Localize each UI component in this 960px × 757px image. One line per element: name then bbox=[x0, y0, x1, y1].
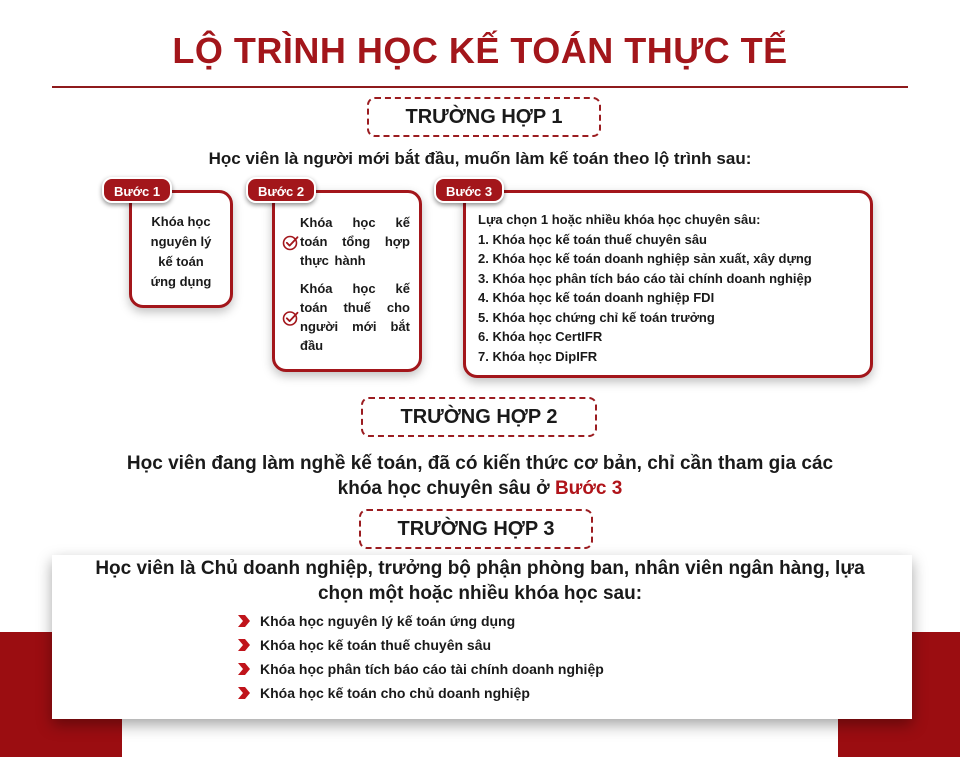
case-3-course-item bbox=[236, 658, 604, 680]
case-1-lead: Học viên là người mới bắt đầu, muốn làm kế toán theo lộ trình sau: bbox=[208, 149, 752, 168]
case-1-label: TRƯỜNG HỢP 1 bbox=[367, 97, 601, 137]
case-3-course-text: Khóa học phân tích báo cáo tài chính doanh nghiệp bbox=[260, 661, 604, 677]
step-1-line: Khóa học bbox=[151, 214, 211, 229]
case-2-lead bbox=[60, 451, 900, 501]
step-3-course: 2. Khóa học kế toán doanh nghiệp sản xuất, xây dựng bbox=[478, 251, 812, 266]
step-3-content bbox=[478, 210, 868, 366]
case-3-course-text: Khóa học kế toán thuế chuyên sâu bbox=[260, 637, 492, 653]
chevron-right-icon bbox=[236, 638, 252, 652]
step-3-intro: Lựa chọn 1 hoặc nhiều khóa học chuyên sâu: bbox=[478, 212, 761, 227]
chevron-right-icon bbox=[236, 686, 252, 700]
case-3-lead-line-2: chọn một hoặc nhiều khóa học sau: bbox=[317, 583, 643, 604]
step-2-item bbox=[282, 213, 410, 270]
step-3-course: 1. Khóa học kế toán thuế chuyên sâu bbox=[478, 231, 707, 247]
case-3-lead bbox=[60, 556, 900, 606]
case-2-lead-prefix: khóa học chuyên sâu ở bbox=[337, 478, 555, 499]
step-1-content bbox=[135, 212, 227, 292]
chevron-right-icon bbox=[236, 662, 252, 676]
case-2-step-3-highlight: Bước 3 bbox=[554, 478, 623, 499]
case-2-lead-line-1: Học viên đang làm nghề kế toán, đã có kiến thức cơ bản, chỉ cần tham gia các bbox=[126, 453, 834, 474]
step-1-line: nguyên lý bbox=[150, 234, 212, 249]
page-title: LỘ TRÌNH HỌC KẾ TOÁN THỰC TẾ bbox=[172, 30, 788, 71]
case-3-course-item bbox=[236, 634, 491, 656]
title-divider bbox=[52, 86, 908, 88]
case-3-label: TRƯỜNG HỢP 3 bbox=[359, 509, 593, 549]
step-1-line: ứng dụng bbox=[150, 274, 212, 289]
case-3-course-item bbox=[236, 682, 530, 704]
step-3-badge: Bước 3 bbox=[434, 177, 504, 203]
case-3-course-text: Khóa học kế toán cho chủ doanh nghiệp bbox=[260, 685, 530, 701]
case-2-lead-line-2 bbox=[60, 476, 900, 501]
case-3-lead-line-1: Học viên là Chủ doanh nghiệp, trưởng bộ phận phòng ban, nhân viên ngân hàng, lựa bbox=[95, 558, 865, 579]
step-3-course: 4. Khóa học kế toán doanh nghiệp FDI bbox=[478, 290, 715, 305]
step-3-course: 5. Khóa học chứng chỉ kế toán trưởng bbox=[478, 309, 715, 325]
step-1-badge: Bước 1 bbox=[102, 177, 172, 203]
case-3-course-item bbox=[236, 610, 515, 632]
circle-check-icon bbox=[282, 216, 300, 270]
case-2-label: TRƯỜNG HỢP 2 bbox=[361, 397, 597, 437]
step-1-line: kế toán bbox=[158, 254, 204, 269]
step-3-course: 6. Khóa học CertIFR bbox=[478, 329, 603, 344]
step-2-item-text: Khóa học kế toán tổng hợp thực hành bbox=[300, 215, 410, 268]
circle-check-icon bbox=[282, 282, 300, 355]
chevron-right-icon bbox=[236, 614, 252, 628]
case-3-course-text: Khóa học nguyên lý kế toán ứng dụng bbox=[260, 613, 516, 629]
step-3-course: 7. Khóa học DipIFR bbox=[478, 348, 598, 364]
step-2-item bbox=[282, 279, 410, 355]
step-2-badge: Bước 2 bbox=[246, 177, 316, 203]
step-2-item-text: Khóa học kế toán thuế cho người mới bắt đầu bbox=[300, 281, 410, 353]
step-3-course: 3. Khóa học phân tích báo cáo tài chính doanh nghiệp bbox=[478, 270, 812, 286]
